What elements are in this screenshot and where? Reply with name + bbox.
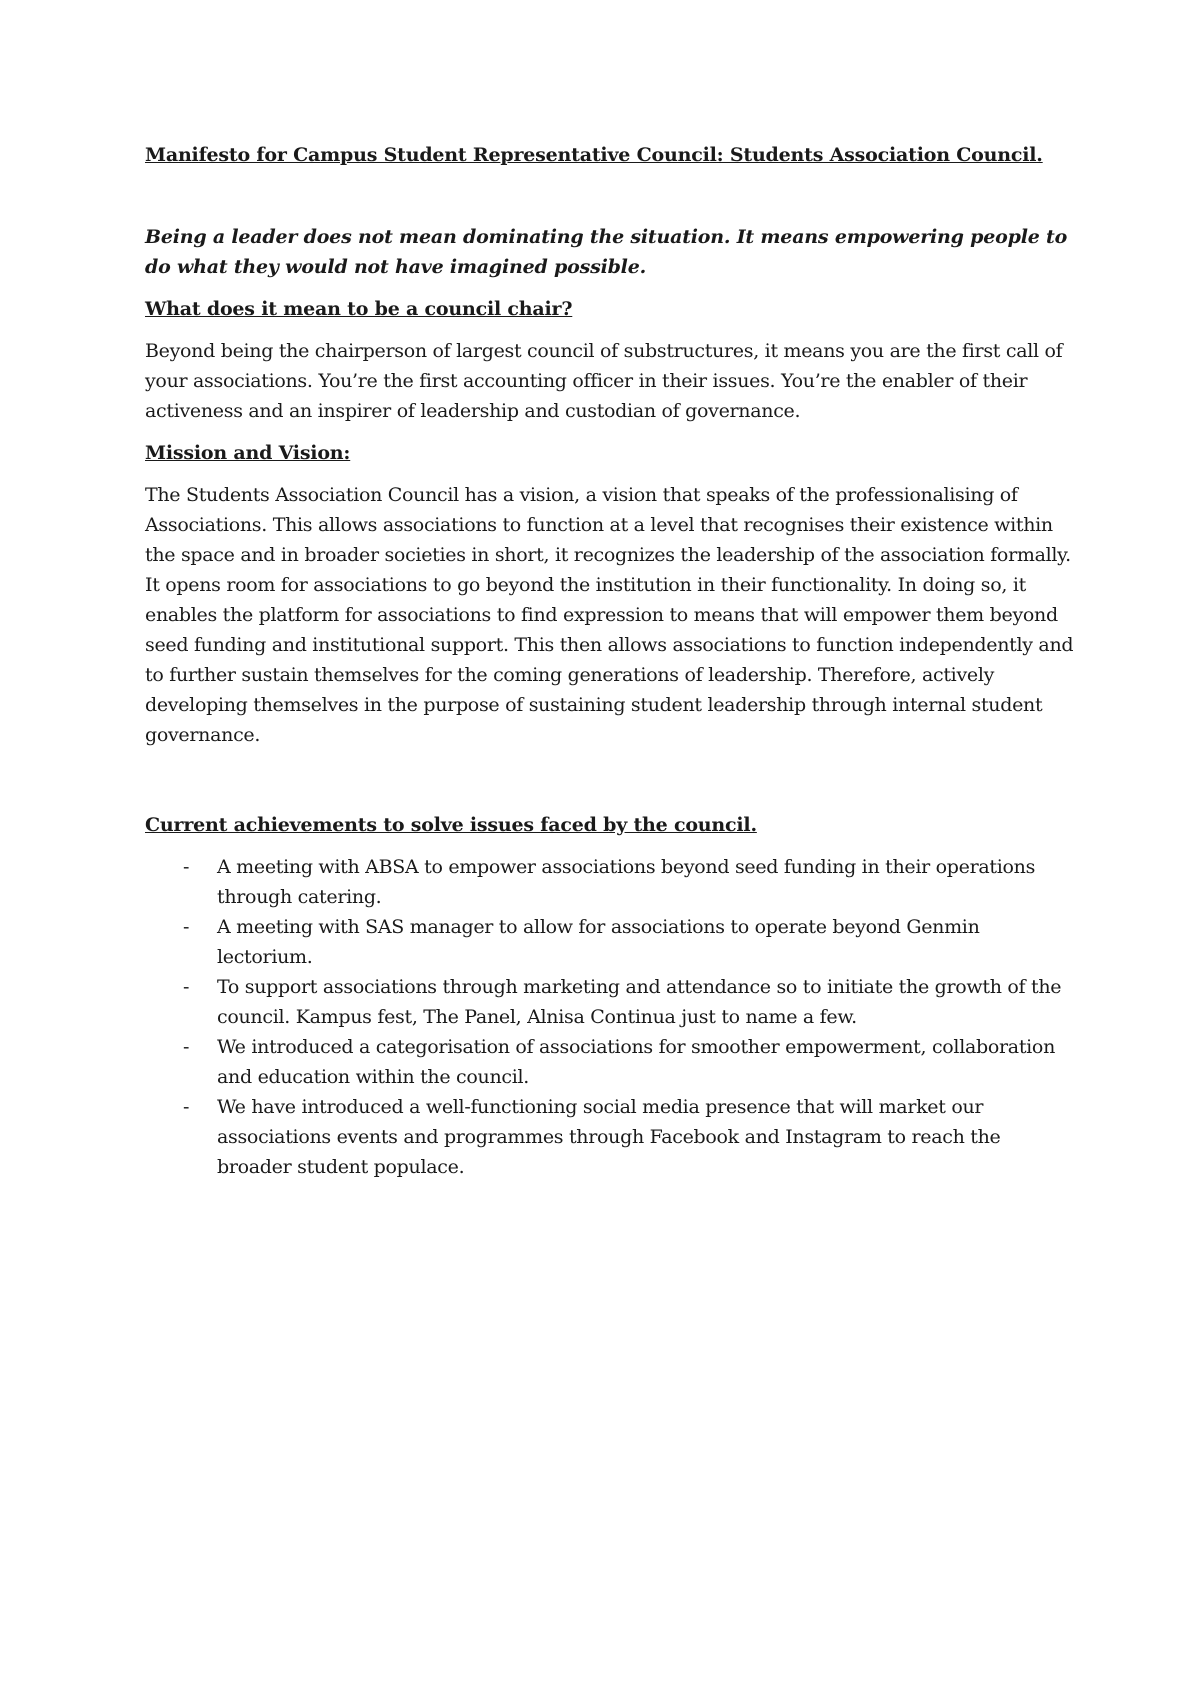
council-chair-heading: What does it mean to be a council chair? <box>145 298 573 320</box>
list-item-text: To support associations through marketing and attendance so to initiate the growth of the council. Kampus fest, The Panel, Alnisa Continua just to name a few. <box>217 976 1062 1028</box>
bullet-dash: - <box>183 1096 190 1118</box>
list-item <box>145 972 1080 1032</box>
list-item-text: We introduced a categorisation of associations for smoother empowerment, collaboration and education within the council. <box>217 1036 1056 1088</box>
mission-vision-paragraph: The Students Association Council has a vision, a vision that speaks of the professionalising of Associations. This allows associations to function at a level that recognises their existence within the space and in broader societies in short, it recognizes the leadership of the association formally. It opens room for associations to go beyond the institution in their functionality. In doing so, it enables the platform for associations to find expression to means that will empower them beyond seed funding and institutional support. This then allows associations to function independently and to further sustain themselves for the coming generations of leadership. Therefore, actively developing themselves in the purpose of sustaining student leadership through internal student governance. <box>145 484 1074 746</box>
mission-vision-heading: Mission and Vision: <box>145 442 351 464</box>
council-chair-paragraph: Beyond being the chairperson of largest council of substructures, it means you are the first call of your associations. You’re the first accounting officer in their issues. You’re the enabler of their activeness and an inspirer of leadership and custodian of governance. <box>145 340 1063 422</box>
document-page <box>145 140 1080 1182</box>
document-title: Manifesto for Campus Student Representative Council: Students Association Council. <box>145 144 1043 166</box>
list-item-text: A meeting with ABSA to empower associations beyond seed funding in their operations through catering. <box>217 856 1036 908</box>
list-item <box>145 912 1080 972</box>
list-item <box>145 852 1080 912</box>
list-item-text: We have introduced a well-functioning social media presence that will market our associations events and programmes through Facebook and Instagram to reach the broader student populace. <box>217 1096 1001 1178</box>
list-item <box>145 1092 1080 1182</box>
leadership-quote: Being a leader does not mean dominating the situation. It means empowering people to do what they would not have imagined possible. <box>145 226 1068 278</box>
achievements-heading: Current achievements to solve issues faced by the council. <box>145 814 757 836</box>
achievements-list <box>145 852 1080 1182</box>
list-item-text: A meeting with SAS manager to allow for associations to operate beyond Genmin lectorium. <box>217 916 980 968</box>
bullet-dash: - <box>183 916 190 938</box>
bullet-dash: - <box>183 856 190 878</box>
bullet-dash: - <box>183 976 190 998</box>
bullet-dash: - <box>183 1036 190 1058</box>
list-item <box>145 1032 1080 1092</box>
